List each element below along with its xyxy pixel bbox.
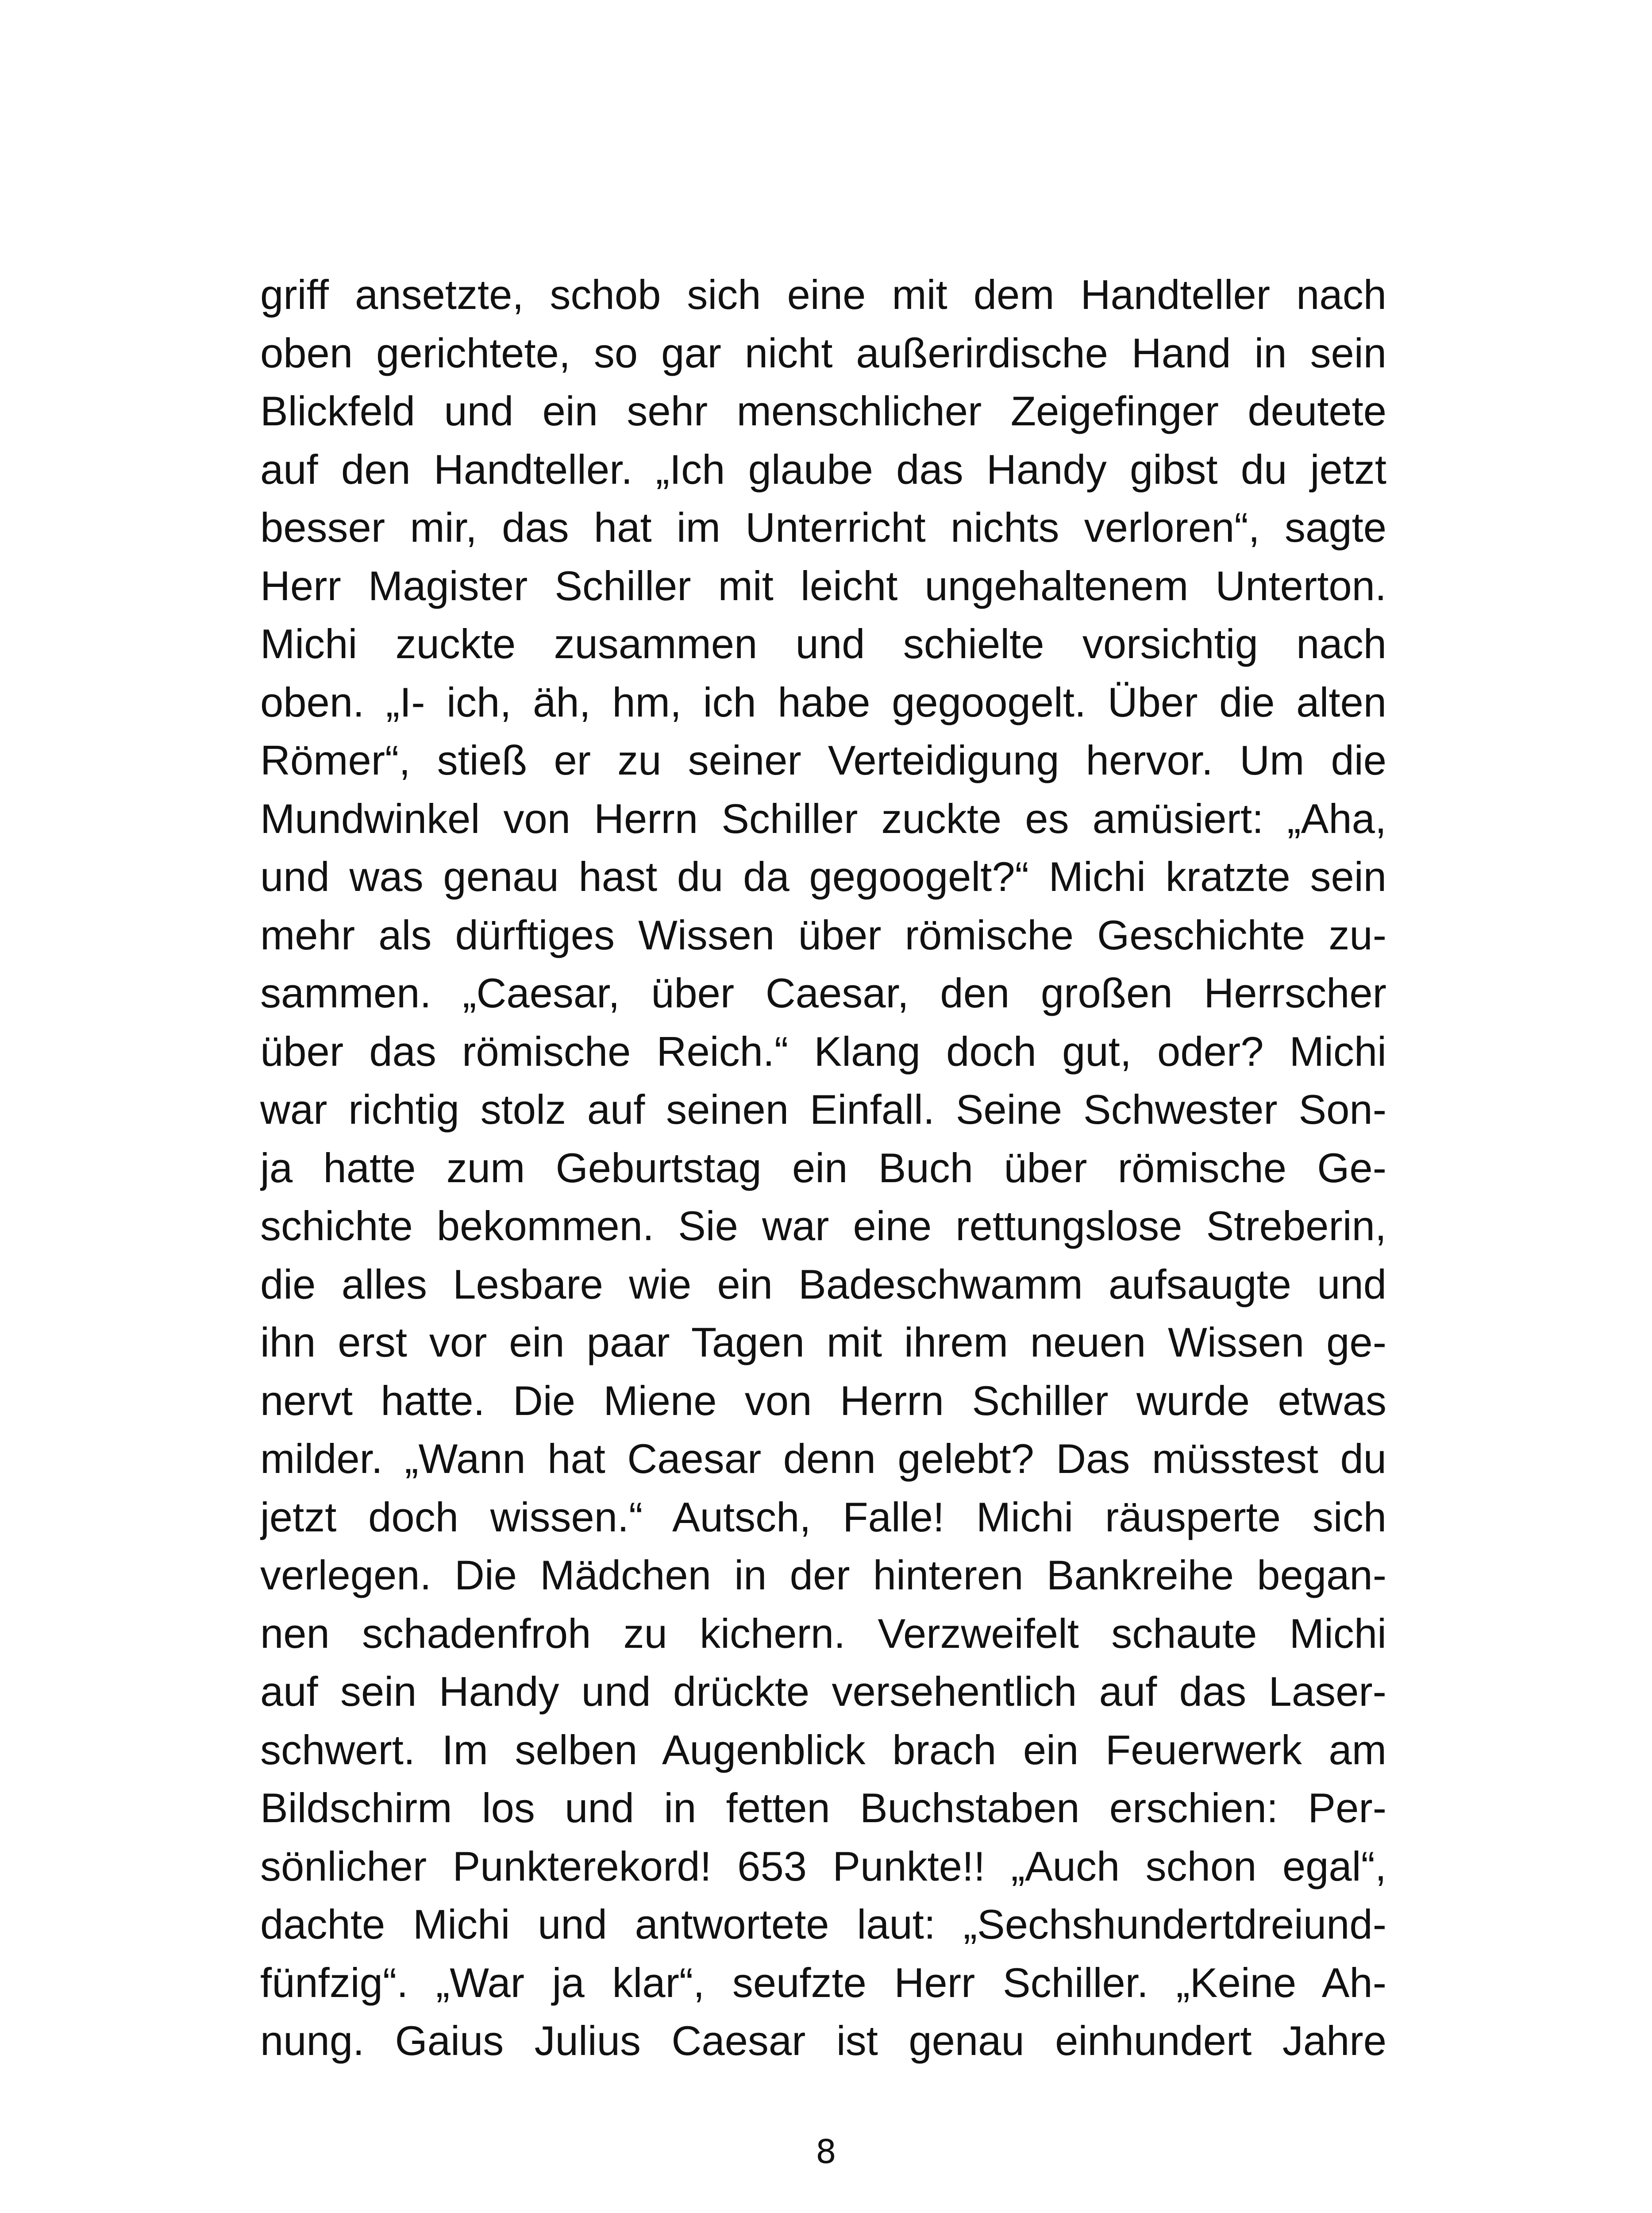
text-line: ihn erst vor ein paar Tagen mit ihrem neuen Wissen ge- — [260, 1319, 1386, 1365]
text-line: Blickfeld und ein sehr menschlicher Zeigefinger deutete — [260, 388, 1386, 434]
text-line: über das römische Reich.“ Klang doch gut, oder? Michi — [260, 1028, 1386, 1075]
text-line: auf den Handteller. „Ich glaube das Handy gibst du jetzt — [260, 446, 1386, 493]
text-line: nen schadenfroh zu kichern. Verzweifelt schaute Michi — [260, 1610, 1386, 1657]
text-line: mehr als dürftiges Wissen über römische Geschichte zu- — [260, 911, 1386, 958]
text-line: auf sein Handy und drückte versehentlich auf das Laser- — [260, 1668, 1386, 1715]
text-line: Herr Magister Schiller mit leicht ungehaltenem Unterton. — [260, 562, 1386, 609]
text-line: dachte Michi und antwortete laut: „Sechshundertdreiund- — [260, 1901, 1386, 1947]
text-line: besser mir, das hat im Unterricht nichts verloren“, sagte — [260, 504, 1386, 551]
text-line: jetzt doch wissen.“ Autsch, Falle! Michi räusperte sich — [260, 1493, 1386, 1540]
text-line: oben. „I- ich, äh, hm, ich habe gegoogelt. Über die alten — [260, 679, 1386, 725]
text-line: fünfzig“. „War ja klar“, seufzte Herr Schiller. „Keine Ah- — [260, 1959, 1386, 2006]
text-line: sönlicher Punkterekord! 653 Punkte!! „Auch schon egal“, — [260, 1843, 1386, 1889]
text-line: nervt hatte. Die Miene von Herrn Schiller wurde etwas — [260, 1377, 1386, 1424]
text-line: Mundwinkel von Herrn Schiller zuckte es amüsiert: „Aha, — [260, 795, 1386, 842]
text-line: schwert. Im selben Augenblick brach ein Feuerwerk am — [260, 1726, 1386, 1773]
text-line: und was genau hast du da gegoogelt?“ Michi kratzte sein — [260, 853, 1386, 900]
text-line: oben gerichtete, so gar nicht außerirdische Hand in sein — [260, 329, 1386, 376]
text-line: griff ansetzte, schob sich eine mit dem Handteller nach — [260, 271, 1386, 318]
text-line: milder. „Wann hat Caesar denn gelebt? Das müsstest du — [260, 1435, 1386, 1482]
text-line: verlegen. Die Mädchen in der hinteren Bankreihe began- — [260, 1552, 1386, 1598]
page-number: 8 — [815, 2133, 837, 2171]
text-line: ja hatte zum Geburtstag ein Buch über römische Ge- — [260, 1144, 1386, 1191]
text-line: sammen. „Caesar, über Caesar, den großen Herrscher — [260, 970, 1386, 1016]
text-line: die alles Lesbare wie ein Badeschwamm aufsaugte und — [260, 1261, 1386, 1307]
text-line: war richtig stolz auf seinen Einfall. Seine Schwester Son- — [260, 1086, 1386, 1133]
text-line: Bildschirm los und in fetten Buchstaben erschien: Per- — [260, 1785, 1386, 1831]
body-text — [260, 266, 1386, 2070]
text-line: Römer“, stieß er zu seiner Verteidigung hervor. Um die — [260, 737, 1386, 783]
text-line: Michi zuckte zusammen und schielte vorsichtig nach — [260, 621, 1386, 667]
text-line: schichte bekommen. Sie war eine rettungslose Streberin, — [260, 1203, 1386, 1249]
text-line: nung. Gaius Julius Caesar ist genau einhundert Jahre — [260, 2017, 1386, 2064]
